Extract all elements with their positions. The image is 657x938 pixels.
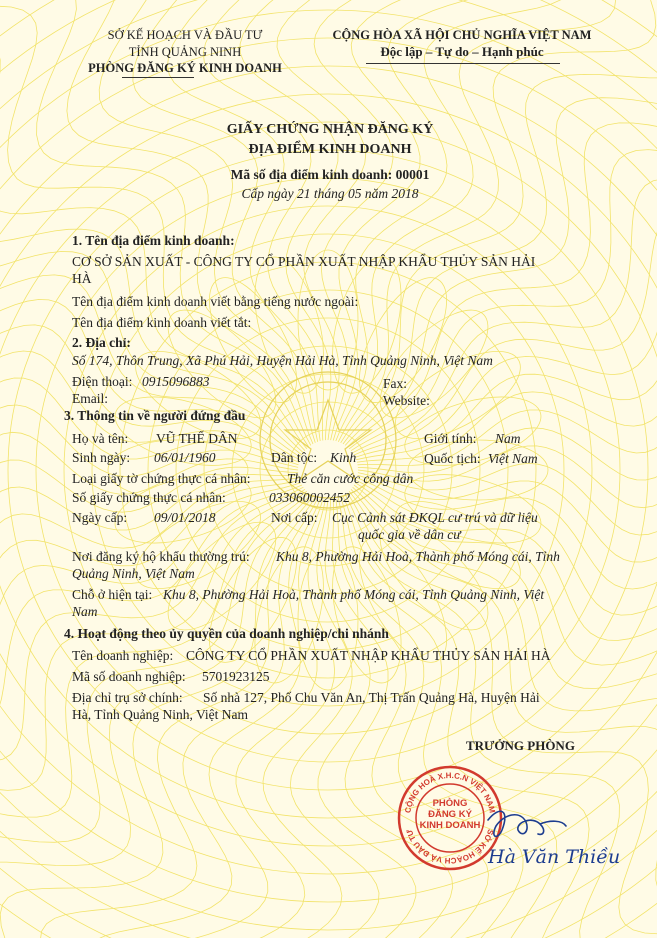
stamp-ring-bottom-text: SỞ KẾ HOẠCH VÀ ĐẦU TƯ [404,828,496,866]
current-address-label: Chỗ ở hiện tại: [72,587,153,602]
office-underline [122,77,194,78]
company-name-value: CÔNG TY CỔ PHẦN XUẤT NHẬP KHẨU THỦY SẢN HẢI HÀ [186,648,551,663]
nationality-value: Việt Nam [488,451,538,466]
fax-label: Fax: [383,376,408,391]
current-address-line1: Khu 8, Phường Hải Hoà, Thành phố Móng cái, Tỉnh Quảng Ninh, Việt [163,587,545,602]
address-value: Số 174, Thôn Trung, Xã Phú Hải, Huyện Hải Hà, Tỉnh Quảng Ninh, Việt Nam [72,353,493,368]
head-name-value: VŨ THẾ DÂN [156,431,238,446]
residence-label: Nơi đăng ký hộ khẩu thường trú: [72,549,250,564]
stamp-line2: ĐĂNG KÝ [428,809,472,820]
hq-address-label: Địa chỉ trụ sở chính: [72,690,183,705]
foreign-name-label: Tên địa điểm kinh doanh viết bằng tiếng nước ngoài: [72,294,359,309]
head-name-label: Họ và tên: [72,431,129,446]
residence-line1: Khu 8, Phường Hải Hoà, Thành phố Móng cái, Tỉnh [276,549,560,564]
website-label: Website: [383,393,430,408]
stamp-ring-top-text: CỘNG HOÀ X.H.C.N VIỆT NAM [403,770,497,814]
location-code: Mã số địa điểm kinh doanh: 00001 [230,167,430,182]
signer-name: Hà Văn Thiều [488,846,621,868]
motto: Độc lập – Tự do – Hạnh phúc [380,44,544,59]
phone-label: Điện thoại: [72,374,133,389]
signature-title: TRƯỞNG PHÒNG [466,738,575,753]
id-issue-place-line1: Cục Cảnh sát ĐKQL cư trú và dữ liệu [332,510,538,525]
section4-heading: 4. Hoạt động theo ủy quyền của doanh nghiệp/chi nhánh [64,626,389,641]
dob-label: Sinh ngày: [72,450,131,465]
country-name: CỘNG HÒA XÃ HỘI CHỦ NGHĨA VIỆT NAM [332,28,592,42]
section2-heading: 2. Địa chỉ: [72,335,131,350]
phone-value: 0915096883 [142,374,210,389]
dob-value: 06/01/1960 [154,450,216,465]
section1-heading: 1. Tên địa điểm kinh doanh: [72,233,235,248]
doc-title-line1: GIẤY CHỨNG NHẬN ĐĂNG KÝ [226,122,434,137]
office-name: PHÒNG ĐĂNG KÝ KINH DOANH [88,61,282,75]
id-number-value: 033060002452 [269,490,350,505]
residence-line2: Quảng Ninh, Việt Nam [72,566,195,581]
hq-address-line2: Hà, Tỉnh Quảng Ninh, Việt Nam [72,707,249,722]
current-address-line2: Nam [72,604,98,619]
id-issue-date-value: 09/01/2018 [154,510,216,525]
location-name-line1: CƠ SỞ SẢN XUẤT - CÔNG TY CỔ PHẦN XUẤT NHẬP KHẨU THỦY SẢN HẢI [72,254,536,269]
id-number-label: Số giấy chứng thực cá nhân: [72,490,226,505]
hq-address-line1: Số nhà 127, Phố Chu Văn An, Thị Trấn Quảng Hà, Huyện Hải [203,690,540,705]
location-name-line2: HÀ [72,271,92,286]
id-issue-place-line2: quốc gia về dân cư [358,527,461,542]
gender-label: Giới tính: [424,431,477,446]
doc-title-line2: ĐỊA ĐIỂM KINH DOANH [248,142,412,157]
stamp-line3: KINH DOANH [419,820,481,831]
nationality-label: Quốc tịch: [424,451,481,466]
company-name-label: Tên doanh nghiệp: [72,648,174,663]
id-issue-place-label: Nơi cấp: [271,510,318,525]
province-name: TỈNH QUẢNG NINH [128,45,242,59]
ethnic-label: Dân tộc: [271,450,318,465]
email-label: Email: [72,391,108,406]
company-code-value: 5701923125 [202,669,270,684]
company-code-label: Mã số doanh nghiệp: [72,669,186,684]
gender-value: Nam [495,431,521,446]
ministry-name: SỞ KẾ HOẠCH VÀ ĐẦU TƯ [107,28,263,42]
motto-underline [366,63,560,64]
id-type-label: Loại giấy tờ chứng thực cá nhân: [72,471,251,486]
id-issue-date-label: Ngày cấp: [72,510,128,525]
stamp-line1: PHÒNG [432,798,468,809]
id-type-value: Thẻ căn cước công dân [287,471,414,486]
ethnic-value: Kinh [330,450,357,465]
issue-date: Cấp ngày 21 tháng 05 năm 2018 [241,186,419,201]
short-name-label: Tên địa điểm kinh doanh viết tắt: [72,315,252,330]
section3-heading: 3. Thông tin về người đứng đầu [64,408,246,423]
